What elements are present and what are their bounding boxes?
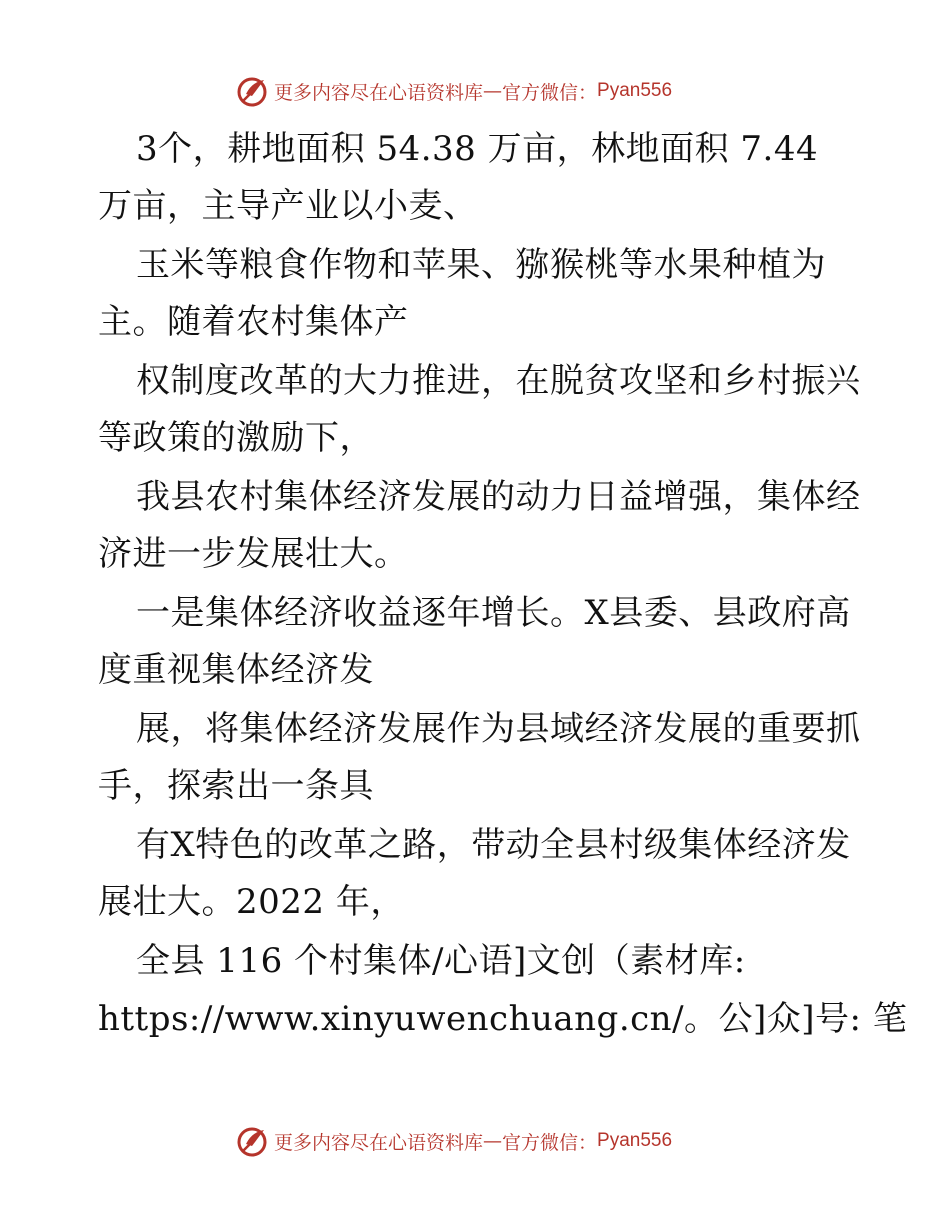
text-line: 手，探索出一条具	[98, 766, 374, 806]
text-line: 一是集体经济收益逐年增长。X县委、县政府高	[136, 593, 851, 633]
text-line: 主。随着农村集体产	[98, 302, 409, 342]
footer-brand-text: 更多内容尽在心语资料库	[274, 1131, 484, 1154]
footer-contact-label: 官方微信：	[502, 1131, 598, 1154]
text-line: 有X特色的改革之路，带动全县村级集体经济发	[136, 825, 851, 865]
text-line: 度重视集体经济发	[98, 650, 374, 690]
header-separator: —	[483, 80, 503, 102]
text-line: 3个，耕地面积 54.38 万亩，林地面积 7.44	[136, 129, 819, 169]
text-line: 济进一步发展壮大。	[98, 534, 409, 574]
text-line: 万亩，主导产业以小麦、	[98, 186, 478, 226]
text-line: 展壮大。2022 年，	[98, 882, 405, 922]
text-line: 展，将集体经济发展作为县域经济发展的重要抓	[136, 709, 861, 749]
header-brand-text: 更多内容尽在心语资料库	[274, 81, 484, 104]
text-line: 全县 116 个村集体/心语]文创（素材库:	[136, 941, 746, 981]
text-line: 玉米等粮食作物和苹果、猕猴桃等水果种植为	[136, 245, 826, 285]
footer-watermark	[236, 1124, 672, 1158]
brand-logo-icon	[236, 1124, 270, 1158]
footer-contact-id: Pyan556	[597, 1130, 673, 1151]
header-contact-label: 官方微信：	[502, 81, 598, 104]
header-watermark	[236, 74, 672, 108]
text-line: https://www.xinyuwenchuang.cn/。公]众]号: 笔	[98, 999, 908, 1039]
brand-logo-icon	[236, 74, 270, 108]
header-contact-id: Pyan556	[597, 80, 673, 101]
footer-separator: —	[483, 1130, 503, 1152]
text-line: 我县农村集体经济发展的动力日益增强，集体经	[136, 477, 861, 517]
text-line: 权制度改革的大力推进，在脱贫攻坚和乡村振兴	[136, 361, 861, 401]
text-line: 等政策的激励下，	[98, 418, 374, 458]
